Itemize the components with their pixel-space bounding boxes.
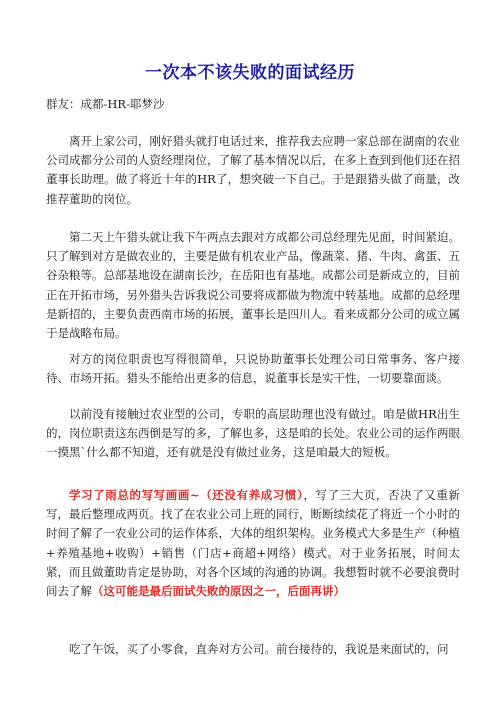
highlight-note: 学习了雨总的写写画画~（还没有养成习惯）: [69, 488, 304, 502]
paragraph-1: 离开上家公司，刚好猎头就打电话过来，推荐我去应聘一家总部在湖南的农业公司成都分公司的人资经理岗位，了解了基本情况以后，在多上查到到他们还在招董事长助理。做了将近十年的HR了，想突破一下自己。于是跟猎头做了商量，改推荐董助的岗位。: [46, 134, 460, 206]
paragraph-5-body: ，写了三大页，否决了又重新写，最后整理成两页。找了在农业公司上班的同行，断断续续花了将近一个小时的时间了解了一农业公司的运作体系，大体的组织架构。业务模式大多是生产（种植+养殖基地+收购）+销售（门店+商超+网络）模式。对于业务拓展，时间太紧，而且做董助肯定是协助，对各个区域的沟通的协调。我想暂时就不必要浪费时间去了解: [46, 488, 460, 599]
paragraph-5: [46, 486, 460, 601]
paragraph-3: 对方的岗位职责也写得很简单，只说协助董事长处理公司日常事务、客户接待、市场开拓。猎头不能给出更多的信息，说董事长是实干性，一切要靠面谈。: [46, 352, 460, 386]
paragraph-2: 第二天上午猎头就让我下午两点去跟对方成都公司总经理先见面，时间紧迫。只了解到对方是做农业的，主要是做有机农业产品，像蔬菜、猪、牛肉、禽蛋、五谷杂粮等。总部基地设在湖南长沙，在岳阳也有基地。成都公司是新成立的，目前正在开拓市场，另外猎头告诉我说公司要将成都做为物流中转基地。成都的总经理是新招的，主要负责西南市场的拓展，董事长是四川人。看来成都分公司的成立属于是战略布局。: [46, 230, 460, 341]
author-line: 群友：成都-HR-耶梦沙: [46, 97, 165, 111]
highlight-failure-reason: （这可能是最后面试失败的原因之一，后面再讲）: [92, 584, 345, 599]
paragraph-4: 以前没有接触过农业型的公司，专职的高层助理也没有做过。咱是做HR出生的，岗位职责这东西倒是写的多，了解也多，这是咱的长处。农业公司的运作两眼一摸黑`什么都不知道，还有就是没有做过业务，这是咱最大的短板。: [46, 407, 460, 460]
paragraph-6: 吃了午饭，买了小零食，直奔对方公司。前台接待的，我说是来面试的，问: [69, 642, 449, 656]
document-title: 一次本不该失败的面试经历: [145, 63, 355, 83]
